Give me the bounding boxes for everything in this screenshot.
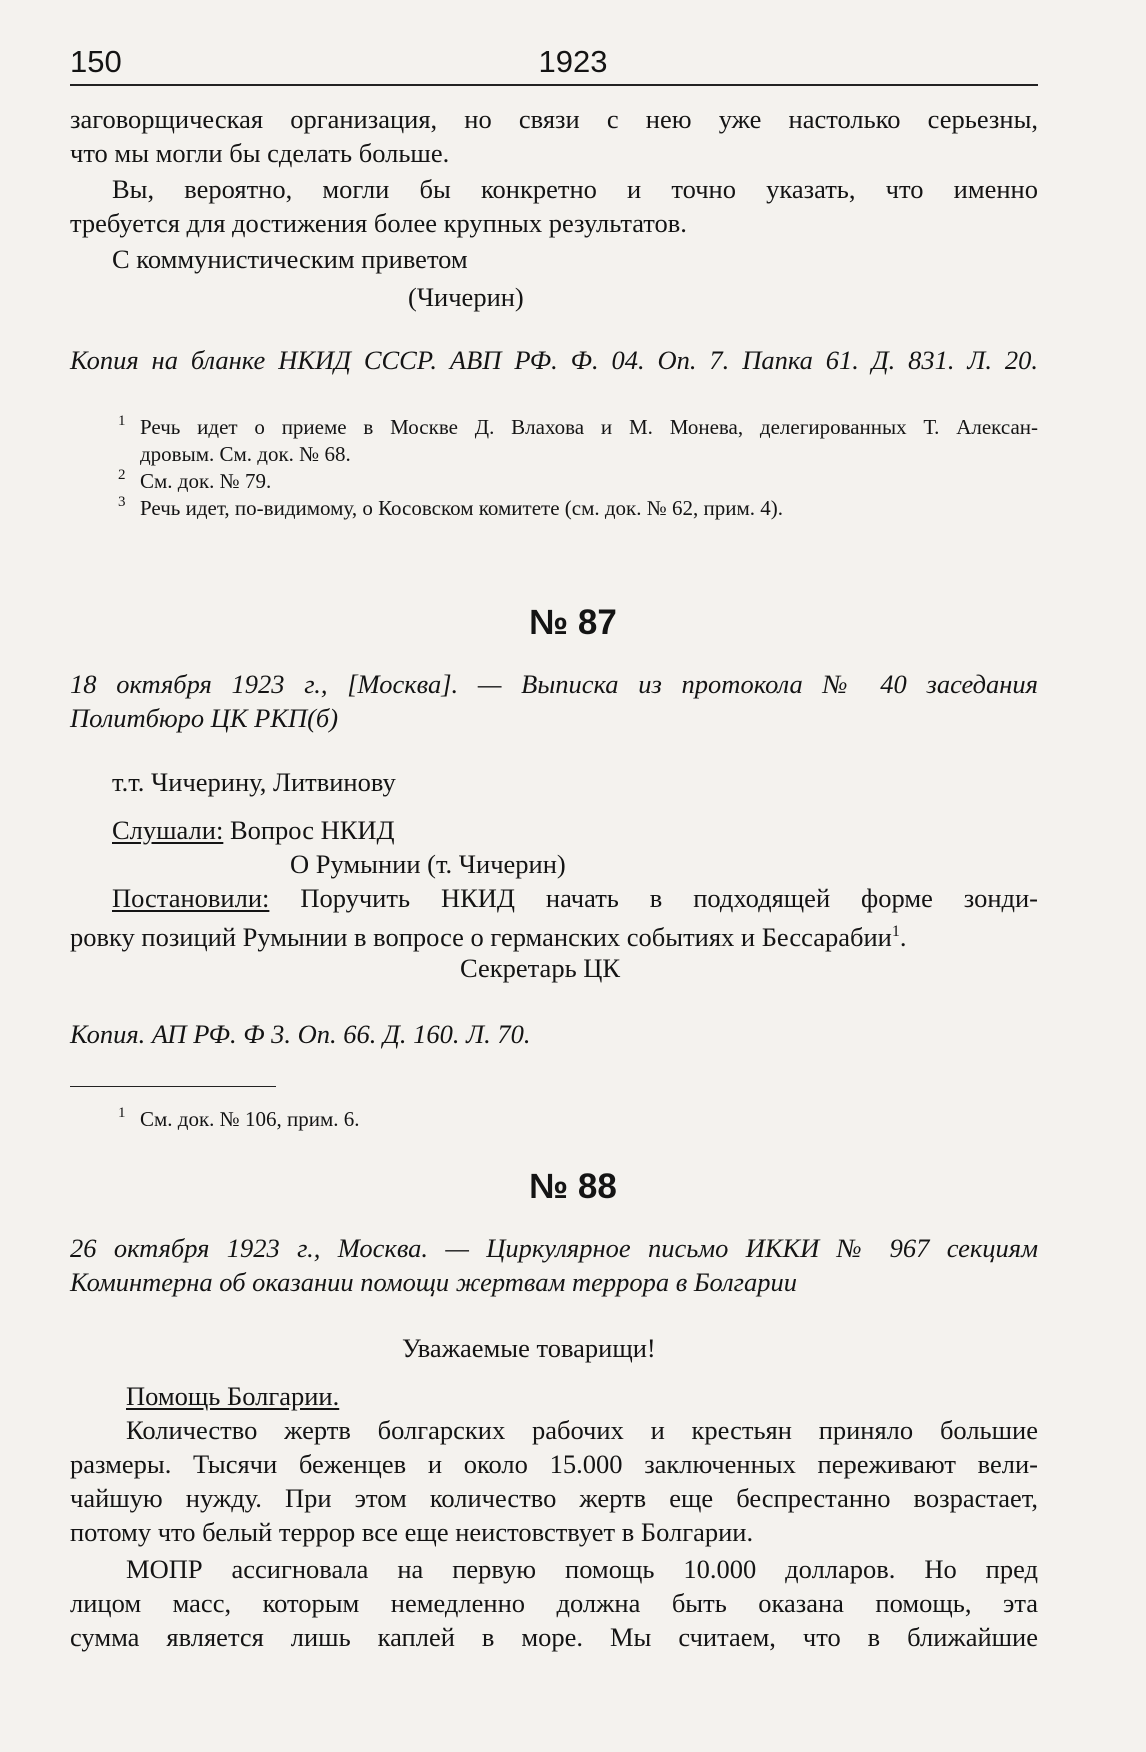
body-line: что мы могли бы сделать больше.	[70, 138, 450, 168]
resolved-label: Постановили:	[112, 883, 270, 913]
heard-subject: О Румынии (т. Чичерин)	[290, 849, 566, 879]
archival-source: Копия на бланке НКИД СССР. АВП РФ. Ф. 04. Оп. 7. Папка 61. Д. 831. Л. 20.	[70, 345, 1038, 375]
addressees: т.т. Чичерину, Литвинову	[112, 767, 396, 797]
footnote-text: Речь идет о приеме в Москве Д. Влахова и М. Монева, делегированных Т. Алексан-	[140, 415, 1038, 439]
resolved-line-2: ровку позиций Румынии в вопросе о германских событиях и Бессарабии$^1$.	[70, 922, 907, 952]
body-line: Вы, вероятно, могли бы конкретно и точно указать, что именно	[112, 174, 1038, 204]
resolved-text: Поручить НКИД начать в подходящей форме зонди-	[300, 883, 1039, 913]
body-line: МОПР ассигновала на первую помощь 10.000 долларов. Но пред	[126, 1554, 1038, 1584]
body-line: потому что белый террор все еще неистовствует в Болгарии.	[70, 1517, 754, 1547]
body-line: заговорщическая организация, но связи с нею уже настолько серьезны,	[70, 104, 1038, 134]
document-heading: Коминтерна об оказании помощи жертвам террора в Болгарии	[70, 1267, 798, 1297]
signatory: Секретарь ЦК	[460, 953, 621, 983]
resolved-text: ровку позиций Румынии в вопросе о германских событиях и Бессарабии	[70, 922, 892, 952]
body-line: чайшую нужду. При этом количество жертв еще беспрестанно возрастает,	[70, 1483, 1038, 1513]
salutation: Уважаемые товарищи!	[402, 1333, 656, 1363]
footnote-text: Речь идет, по-видимому, о Косовском комитете (см. док. № 62, прим. 4).	[140, 496, 784, 520]
footnote-text: дровым. См. док. № 68.	[140, 442, 351, 466]
signature: (Чичерин)	[408, 282, 524, 312]
document-heading: 18 октября 1923 г., [Москва]. — Выписка из протокола № 40 заседания	[70, 669, 1038, 699]
body-line: сумма является лишь каплей в море. Мы считаем, что в ближайшие	[70, 1622, 1038, 1652]
body-line: лицом масс, которым немедленно должна быть оказана помощь, эта	[70, 1588, 1038, 1618]
running-header-year: 1923	[538, 44, 608, 79]
page-number: 150	[70, 44, 122, 79]
body-line: Количество жертв болгарских рабочих и крестьян приняло большие	[126, 1415, 1038, 1445]
footnote-rule	[70, 1086, 276, 1087]
heard-label: Слушали:	[112, 815, 224, 845]
footnote-mark: 2	[118, 467, 126, 483]
body-line: размеры. Тысячи беженцев и около 15.000 заключенных переживают вели-	[70, 1449, 1038, 1479]
heard-line	[112, 814, 1080, 846]
document-number: № 87	[529, 603, 617, 642]
document-heading: Политбюро ЦК РКП(б)	[70, 703, 339, 733]
body-line: требуется для достижения более крупных результатов.	[70, 208, 687, 238]
resolved-line	[112, 882, 1038, 914]
archival-source: Копия. АП РФ. Ф 3. Оп. 66. Д. 160. Л. 70.	[70, 1019, 531, 1049]
footnote-text: См. док. № 106, прим. 6.	[140, 1107, 360, 1131]
closing-line: С коммунистическим приветом	[112, 244, 468, 274]
heard-text: Вопрос НКИД	[229, 815, 395, 845]
header-rule	[70, 84, 1038, 86]
document-number: № 88	[529, 1167, 617, 1206]
footnote-text: См. док. № 79.	[140, 469, 272, 493]
footnote-mark: 3	[118, 494, 126, 510]
footnote-mark: 1	[118, 1105, 126, 1121]
subject-line: Помощь Болгарии.	[126, 1381, 340, 1411]
footnote-mark: 1	[118, 413, 126, 429]
footnote-ref: 1	[891, 923, 900, 940]
document-heading: 26 октября 1923 г., Москва. — Циркулярное письмо ИККИ № 967 секциям	[70, 1233, 1038, 1263]
